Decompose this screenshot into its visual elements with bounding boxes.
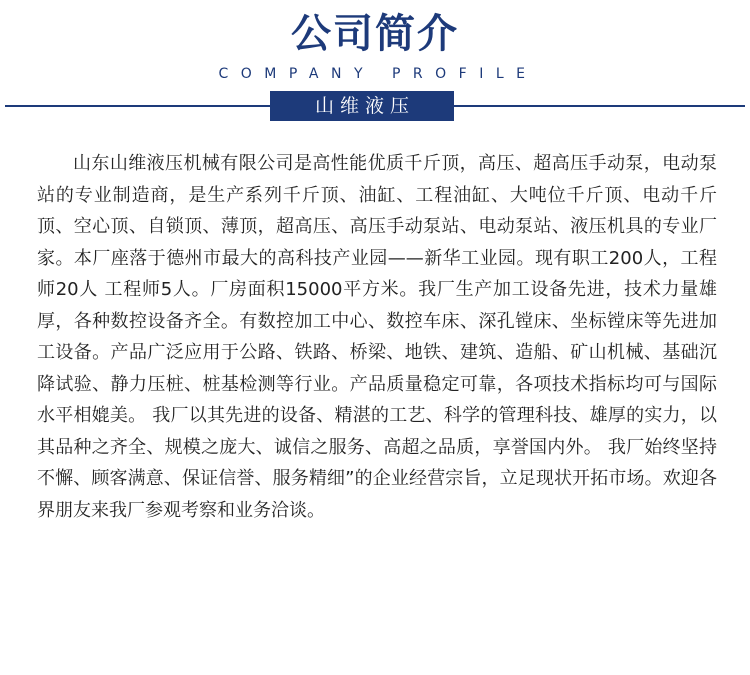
- company-name-badge: 山维液压: [270, 91, 454, 121]
- profile-header: [0, 0, 750, 125]
- company-profile-text: 山东山维液压机械有限公司是高性能优质千斤顶，高压、超高压手动泵，电动泵站的专业制造商，是生产系列千斤顶、油缸、工程油缸、大吨位千斤顶、电动千斤顶、空心顶、自锁顶、薄顶，超高压、高压手动泵站、电动泵站、液压机具的专业厂家。本厂座落于德州市最大的高科技产业园——新华工业园。现有职工200人，工程师20人 工程师5人。厂房面积15000平方米。我厂生产加工设备先进，技术力量雄厚，各种数控设备齐全。有数控加工中心、数控车床、深孔镗床、坐标镗床等先进加工设备。产品广泛应用于公路、铁路、桥梁、地铁、建筑、造船、矿山机械、基础沉降试验、静力压桩、桩基检测等行业。产品质量稳定可靠，各项技术指标均可与国际水平相媲美。 我厂以其先进的设备、精湛的工艺、科学的管理科技、雄厚的实力，以其品种之齐全、规模之庞大、诚信之服务、高超之品质，享誉国内外。 我厂始终坚持不懈、顾客满意、保证信誉、服务精细”的企业经营宗旨，立足现状开拓市场。欢迎各界朋友来我厂参观考察和业务洽谈。: [37, 153, 717, 521]
- page-title: 公司简介: [291, 11, 459, 57]
- page-subtitle: COMPANY PROFILE: [218, 66, 538, 82]
